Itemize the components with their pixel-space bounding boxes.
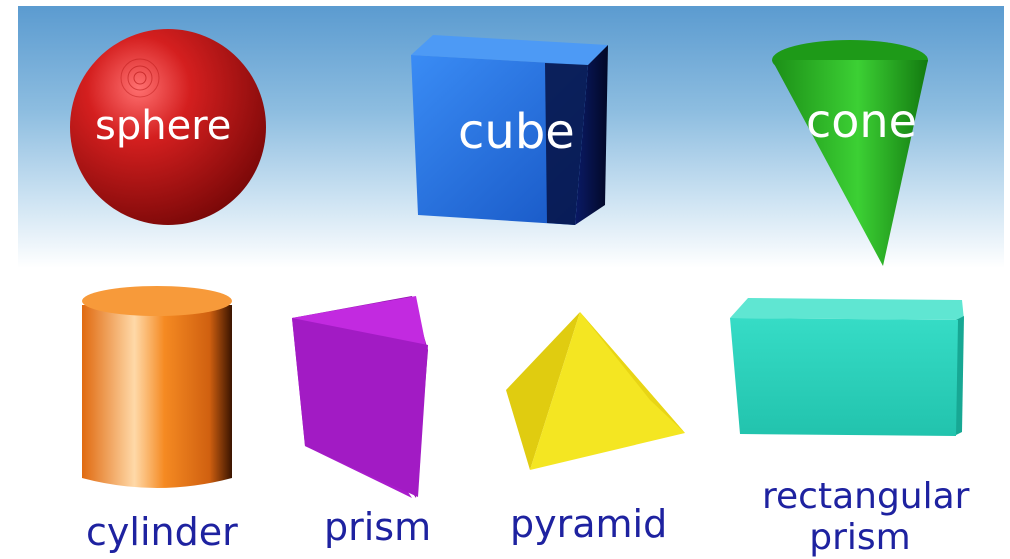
prism-label: prism bbox=[324, 505, 432, 549]
cylinder-label: cylinder bbox=[86, 510, 238, 554]
sphere-label: sphere bbox=[95, 103, 232, 149]
pyramid-label: pyramid bbox=[510, 502, 668, 546]
prism-shape bbox=[292, 296, 428, 498]
rectangular-prism-label-line2: prism bbox=[809, 517, 911, 559]
rectangular-prism-shape bbox=[730, 298, 964, 436]
cylinder-shape bbox=[82, 286, 232, 488]
rectangular-prism-label bbox=[762, 476, 970, 559]
cube-label: cube bbox=[458, 104, 575, 160]
cone-shape bbox=[772, 40, 928, 266]
pyramid-shape bbox=[506, 312, 685, 470]
rectangular-prism-label-line1: rectangular bbox=[762, 476, 970, 517]
cone-label: cone bbox=[806, 94, 917, 148]
